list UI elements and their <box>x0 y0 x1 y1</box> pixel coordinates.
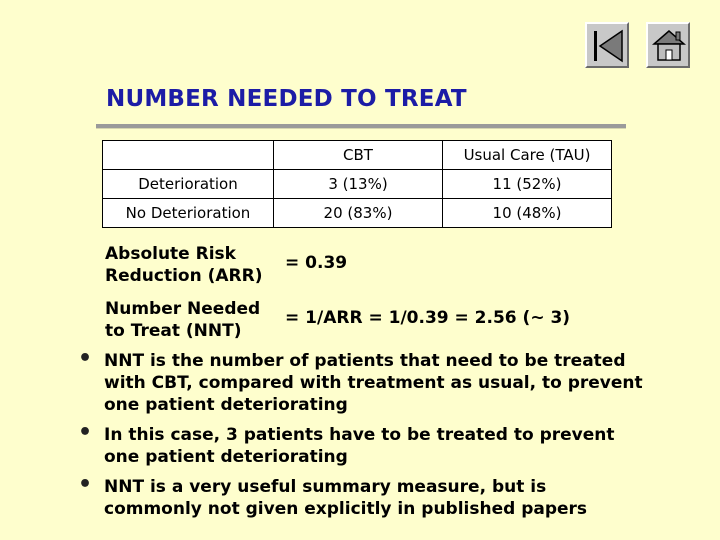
table-cell: 11 (52%) <box>443 170 612 199</box>
nnt-label-line: to Treat (NNT) <box>105 321 242 341</box>
arr-label <box>105 243 263 287</box>
title-underline-shadow <box>96 128 626 129</box>
home-icon <box>651 27 687 65</box>
page-title: NUMBER NEEDED TO TREAT <box>106 86 467 112</box>
bullet-icon: • <box>78 472 93 497</box>
arr-value: = 0.39 <box>285 253 348 273</box>
table-header-cell: Usual Care (TAU) <box>443 141 612 170</box>
back-to-start-icon <box>590 27 626 65</box>
outcome-table <box>102 140 612 228</box>
table-row-label: No Deterioration <box>103 199 274 228</box>
table-header-row <box>103 141 612 170</box>
arr-label-line: Reduction (ARR) <box>105 266 263 286</box>
home-button[interactable] <box>646 22 690 68</box>
list-item <box>78 472 648 520</box>
bullet-list <box>78 346 648 528</box>
table-row <box>103 170 612 199</box>
nnt-label <box>105 298 260 342</box>
table-cell: 3 (13%) <box>274 170 443 199</box>
bullet-text: NNT is a very useful summary measure, but is commonly not given explicitly in published papers <box>104 477 588 519</box>
table-header-cell <box>103 141 274 170</box>
list-item <box>78 346 648 416</box>
table-header-cell: CBT <box>274 141 443 170</box>
bullet-text: In this case, 3 patients have to be treated to prevent one patient deteriorating <box>104 425 615 467</box>
back-to-start-button[interactable] <box>585 22 629 68</box>
bullet-icon: • <box>78 420 93 445</box>
list-item <box>78 420 648 468</box>
table-cell: 10 (48%) <box>443 199 612 228</box>
bullet-text: NNT is the number of patients that need to be treated with CBT, compared with treatment as usual, to prevent one patient deteriorating <box>104 351 643 415</box>
table-cell: 20 (83%) <box>274 199 443 228</box>
bullet-icon: • <box>78 346 93 371</box>
nnt-value: = 1/ARR = 1/0.39 = 2.56 (~ 3) <box>285 308 571 328</box>
table-row <box>103 199 612 228</box>
nnt-label-line: Number Needed <box>105 299 261 319</box>
table-row-label: Deterioration <box>103 170 274 199</box>
arr-label-line: Absolute Risk <box>105 244 236 264</box>
